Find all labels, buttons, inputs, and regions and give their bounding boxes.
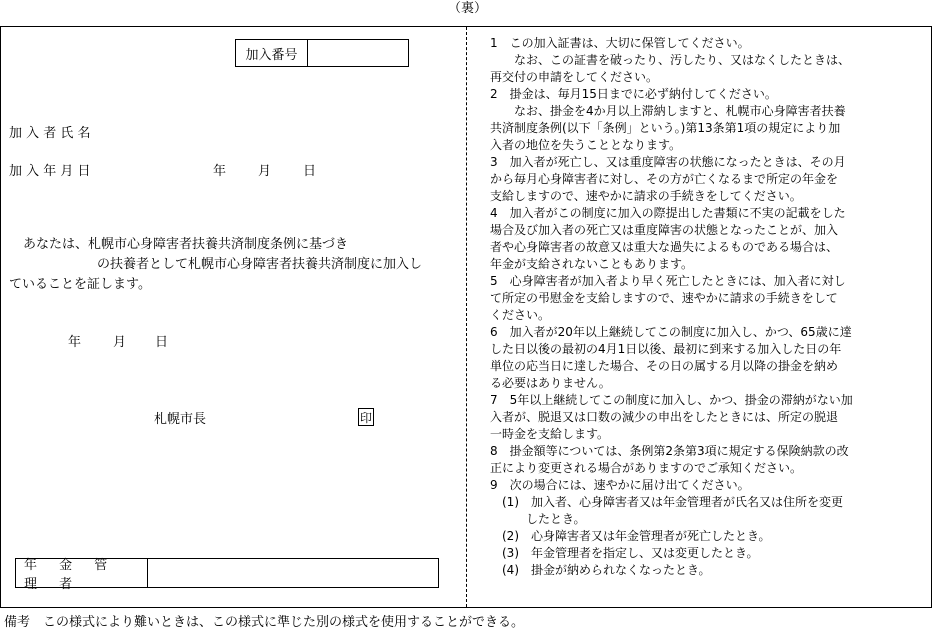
center-divider [466, 27, 467, 607]
note-line: 者や心身障害者の故意又は重大な過失によるものである場合は、 [490, 240, 839, 254]
note-line: (1) 加入者、心身障害者又は年金管理者が氏名又は住所を変更 [490, 495, 844, 509]
note-line: した日以後の最初の4月1日以後、最初に到来する加入した日の年 [490, 342, 842, 356]
note-line: 入者の地位を失うこととなります。 [490, 138, 682, 152]
note-line: 7 5年以上継続してこの制度に加入し、かつ、掛金の滞納がない加 [490, 393, 853, 407]
note-line: 年金が支給されないこともあります。 [490, 257, 694, 271]
certification-line-3: ていることを証します。 [9, 277, 151, 292]
note-line: 6 加入者が20年以上継続してこの制度に加入し、かつ、65歳に達 [490, 325, 852, 339]
note-line: 再交付の申請をしてください。 [490, 70, 659, 84]
note-line: 1 この加入証書は、大切に保管してください。 [490, 36, 750, 50]
join-date-month: 月 [258, 164, 272, 179]
note-line: したとき。 [490, 512, 586, 526]
note-line: る必要はありません。 [490, 376, 611, 390]
note-line: 9 次の場合には、速やかに届け出てください。 [490, 478, 750, 492]
member-name-label: 加 入 者 氏 名 [9, 126, 91, 141]
notes-list [490, 35, 932, 579]
note-line: 一時金を支給します。 [490, 427, 610, 441]
note-line: 支給しますので、速やかに請求の手続きをしてください。 [490, 189, 802, 203]
note-line: 入者が、脱退又は口数の減少の申出をしたときには、所定の脱退 [490, 410, 839, 424]
remark-footnote: 備考 この様式により難いときは、この様式に準じた別の様式を使用することができる。 [4, 615, 525, 630]
note-line: 8 掛金額等については、条例第2条第3項に規定する保険納款の改 [490, 444, 849, 458]
note-line: 共済制度条例(以下「条例」という。)第13条第1項の規定により加 [490, 121, 841, 135]
seal-mark: 印 [358, 408, 374, 426]
join-date-day: 日 [303, 164, 317, 179]
join-date-year: 年 [213, 164, 227, 179]
issue-date-day: 日 [155, 335, 169, 350]
note-line: なお、掛金を4か月以上滞納しますと、札幌市心身障害者扶養 [490, 104, 846, 118]
note-line: 正により変更される場合がありますのでご承知ください。 [490, 461, 803, 475]
note-line: (2) 心身障害者又は年金管理者が死亡したとき。 [490, 529, 771, 543]
pension-manager-field[interactable] [148, 559, 438, 587]
certification-text [9, 235, 464, 295]
mayor-title: 札幌市長 [154, 412, 207, 427]
member-number-field[interactable] [308, 40, 408, 66]
issue-date-year: 年 [68, 335, 82, 350]
note-line: 場合及び加入者の死亡又は重度障害の状態となったことが、加入 [490, 223, 839, 237]
note-line: 2 掛金は、毎月15日までに必ず納付してください。 [490, 87, 777, 101]
note-line: (4) 掛金が納められなくなったとき。 [490, 563, 711, 577]
certification-line-2: の扶養者として札幌市心身障害者扶養共済制度に加入し [97, 257, 423, 272]
note-line: (3) 年金管理者を指定し、又は変更したとき。 [490, 546, 759, 560]
note-line: 5 心身障害者が加入者より早く死亡したときには、加入者に対し [490, 274, 846, 288]
pension-manager-box [15, 558, 439, 592]
member-number-label: 加入番号 [236, 40, 308, 66]
note-line: 単位の応当日に達した場合、その日の属する月以降の掛金を納め [490, 359, 839, 373]
note-line: ください。 [490, 308, 551, 322]
reverse-side-label: （裏） [447, 1, 487, 16]
note-line: から毎月心身障害者に対し、その方が亡くなるまで所定の年金を [490, 172, 839, 186]
note-line: て所定の弔慰金を支給しますので、速やかに請求の手続きをして [490, 291, 838, 305]
note-line: 4 加入者がこの制度に加入の際提出した書類に不実の記載をした [490, 206, 846, 220]
certification-line-1: あなたは、札幌市心身障害者扶養共済制度条例に基づき [23, 237, 349, 252]
member-number-box [235, 39, 409, 67]
issue-date-month: 月 [113, 335, 127, 350]
note-line: なお、この証書を破ったり、汚したり、又はなくしたときは、 [490, 53, 851, 67]
join-date-label: 加 入 年 月 日 [9, 164, 91, 179]
pension-manager-label: 年 金 管 理 者 [16, 559, 148, 587]
note-line: 3 加入者が死亡し、又は重度障害の状態になったときは、その月 [490, 155, 846, 169]
